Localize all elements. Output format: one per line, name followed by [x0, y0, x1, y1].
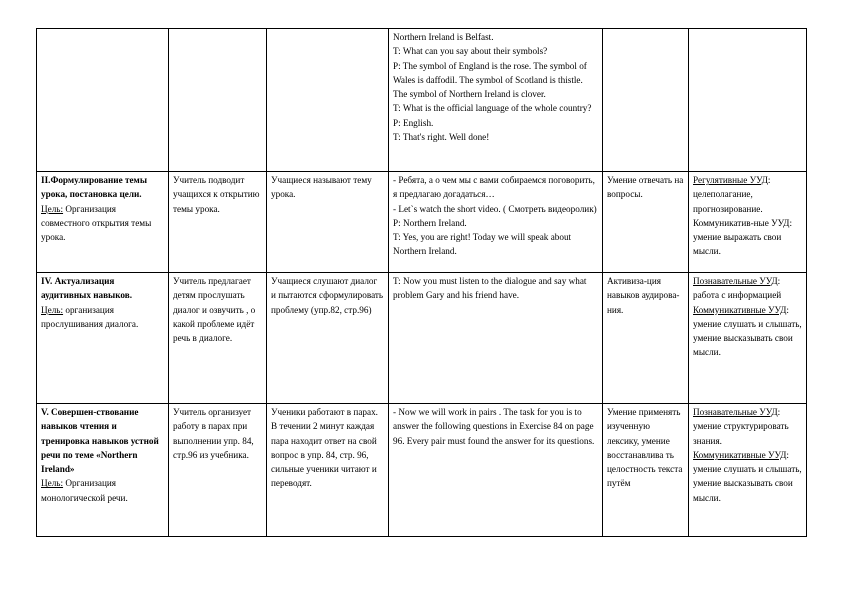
teacher-activity: Учитель организует работу в парах при выполнении упр. 84, стр.96 из учебника.: [173, 407, 254, 460]
cell-teacher: [169, 273, 267, 404]
dialogue-line: - Ребята, а о чем мы с вами собираемся поговорить, я предлагаю догадаться…: [393, 175, 595, 200]
cell-stage: [37, 172, 169, 273]
uud-text: : умение слушать и слышать, умение высказывать свои мысли.: [693, 449, 802, 503]
table-row-continuation: [37, 29, 807, 172]
uud-text: : умение структурировать знания.: [693, 407, 789, 446]
cell-students: [267, 273, 389, 404]
dialogue-line: T: Now you must listen to the dialogue and say what problem Gary and his friend have.: [393, 276, 587, 301]
teacher-activity: Учитель предлагает детям прослушать диалог и озвучить , о какой проблеме идёт речь в диалоге.: [173, 276, 256, 344]
dialogue-line: - Now we will work in pairs . The task for you is to answer the following questions in Exercise 84 on page 96. Every pair must found the answer for its questions.: [393, 407, 595, 446]
goal-label: Цель:: [41, 478, 64, 489]
stage-title: II.Формулирование темы урока, постановка цели.: [41, 175, 147, 200]
dialogue-line: T: Yes, you are right! Today we will speak about Northern Ireland.: [393, 232, 572, 257]
uud-label: Познавательные УУД: [693, 276, 778, 286]
uud-text: : работа с информацией: [693, 276, 782, 301]
cell-uud: [689, 29, 807, 172]
goal-text: организация прослушивания диалога.: [41, 304, 139, 329]
cell-result: [603, 273, 689, 404]
dialogue-line: - Let`s watch the short video. ( Смотреть видеоролик): [393, 203, 597, 214]
table-row-stage-2: [37, 172, 807, 273]
cell-teacher: [169, 29, 267, 172]
cell-dialogue: [389, 404, 603, 537]
cell-dialogue: [389, 29, 603, 172]
cell-teacher: [169, 404, 267, 537]
cell-uud: [689, 172, 807, 273]
uud-label: Регулятивные УУД: [693, 175, 768, 185]
uud-label: Коммуникативные УУД: [693, 304, 787, 315]
cell-teacher: [169, 172, 267, 273]
goal-text: Организация совместного открытия темы урока.: [41, 203, 152, 243]
dialogue-line: P: Northern Ireland.: [393, 217, 467, 228]
result-text: Умение применять изученную лексику, умение восстанавлива ть целостность текста путём: [607, 407, 683, 489]
student-activity: Учащиеся слушают диалог и пытаются сформулировать проблему (упр.82, стр.96): [271, 276, 384, 315]
student-activity: Ученики работают в парах. В течении 2 минут каждая пара находит ответ на свой вопрос в упр. 84, стр. 96, сильные ученики читают и переводят.: [271, 407, 378, 489]
dialogue-line: P: English.: [393, 117, 434, 128]
result-text: Умение отвечать на вопросы.: [607, 175, 684, 200]
uud-text: : целеполагание, прогнозирование. Коммуникатив-ные УУД: умение выражать свои мысли.: [693, 175, 793, 257]
table-row-stage-5: [37, 404, 807, 537]
cell-students: [267, 29, 389, 172]
dialogue-line: P: The symbol of England is the rose. The symbol of Wales is daffodil. The symbol of Scotland is thistle. The symbol of Northern Ireland is clover.: [393, 60, 587, 100]
uud-label: Познавательные УУД: [693, 407, 778, 417]
dialogue-line: T: What can you say about their symbols?: [393, 46, 548, 57]
dialogue-line: T: What is the official language of the whole country?: [393, 103, 592, 114]
cell-result: [603, 172, 689, 273]
dialogue-line: T: That's right. Well done!: [393, 132, 490, 143]
cell-stage: [37, 404, 169, 537]
table-row-stage-4: [37, 273, 807, 404]
stage-title: V. Совершен-ствование навыков чтения и тренировка навыков устной речи по теме «Northern Ireland»: [41, 407, 159, 475]
cell-stage: [37, 273, 169, 404]
goal-text: Организация монологической речи.: [41, 478, 128, 503]
dialogue-line: Northern Ireland is Belfast.: [393, 32, 494, 42]
cell-uud: [689, 273, 807, 404]
cell-stage: [37, 29, 169, 172]
goal-label: Цель:: [41, 304, 64, 315]
cell-uud: [689, 404, 807, 537]
cell-dialogue: [389, 172, 603, 273]
cell-students: [267, 404, 389, 537]
teacher-activity: Учитель подводит учащихся к открытию темы урока.: [173, 175, 260, 214]
lesson-plan-table: [36, 28, 807, 537]
student-activity: Учащиеся называют тему урока.: [271, 175, 372, 200]
stage-title: IV. Актуализация аудитивных навыков.: [41, 276, 133, 301]
uud-label: Коммуникативные УУД: [693, 449, 787, 460]
goal-label: Цель:: [41, 203, 64, 214]
result-text: Активиза-ция навыков аудирова-ния.: [607, 276, 680, 315]
cell-result: [603, 404, 689, 537]
uud-text: : умение слушать и слышать, умение высказывать свои мысли.: [693, 304, 802, 358]
cell-students: [267, 172, 389, 273]
cell-dialogue: [389, 273, 603, 404]
cell-result: [603, 29, 689, 172]
